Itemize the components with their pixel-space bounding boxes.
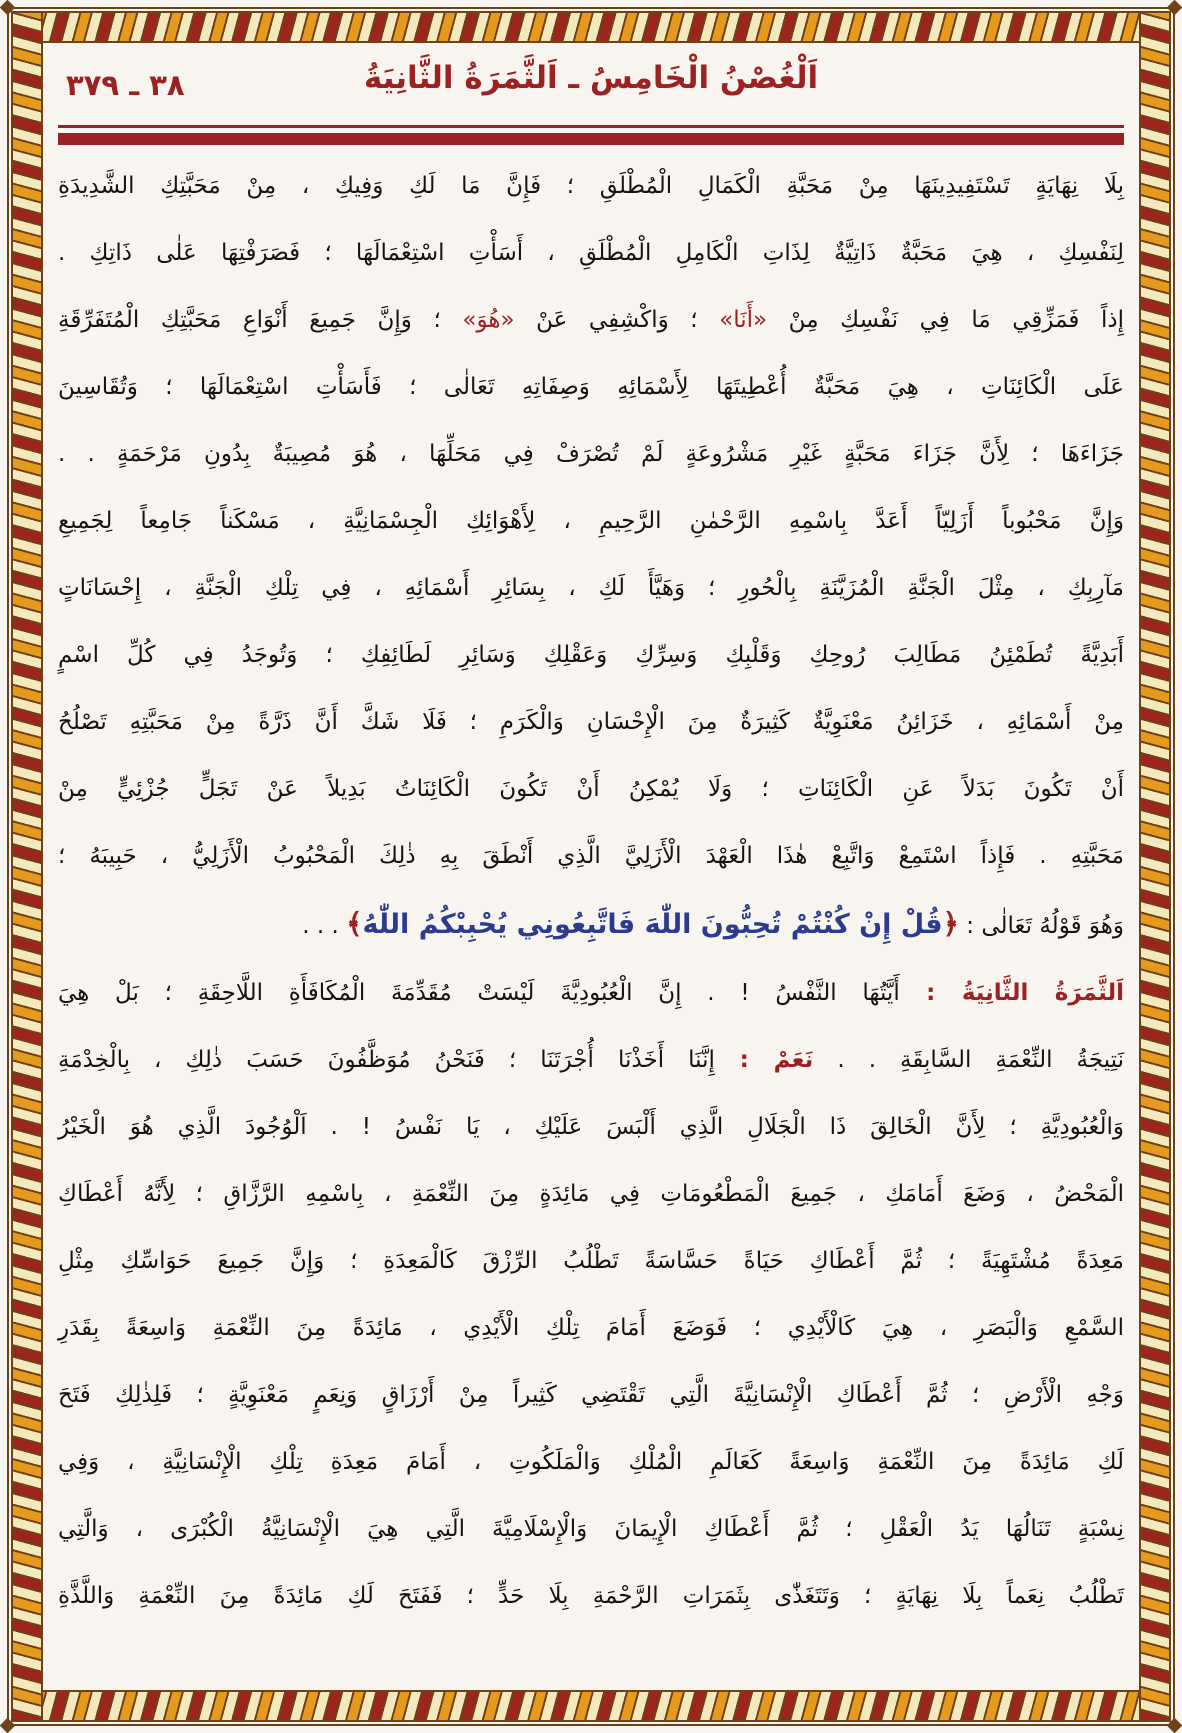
header-divider-thin xyxy=(58,125,1124,128)
text-line xyxy=(58,1496,1124,1563)
text-line xyxy=(58,555,1124,622)
text-line xyxy=(58,220,1124,287)
text-line xyxy=(58,960,1124,1027)
highlighted-text-run: نَعَمْ : xyxy=(714,1047,814,1073)
text-run: مَآرِبِكِ ، مِثْلَ الْجَنَّةِ الْمُزَيَّنَةِ بِالْحُورِ ؛ وَهَيَّأَ لَكِ ، بِسَائِرِ أَسْمَائِهِ ، فِي تِلْكِ الْجَنَّةِ ، إِحْسَانَاتٍ xyxy=(58,575,1124,601)
text-run: الْمَحْضُ ، وَضَعَ أَمَامَكِ ، جَمِيعَ الْمَطْعُومَاتِ فِي مَائِدَةٍ مِنَ النِّعْمَةِ ، بِاسْمِهِ الرَّزَّاقِ ؛ لِأَنَّهُ أَعْطَاكِ xyxy=(58,1181,1124,1207)
text-run: ؛ وَاكْشِفِي عَنْ xyxy=(514,307,720,333)
verse-ornate-bracket: ﴿ xyxy=(942,907,959,940)
verse-ornate-bracket: ﴾ xyxy=(346,907,363,940)
text-run: جَزَاءَهَا ؛ لِأَنَّ جَزَاءَ مَحَبَّةٍ غَيْرِ مَشْرُوعَةٍ لَمْ تُصْرَفْ فِي مَحَلِّهَا ، هُوَ مُصِيبَةٌ بِدُونِ مَرْحَمَةٍ . . xyxy=(58,441,1124,467)
quran-verse: قُلْ إِنْ كُنْتُمْ تُحِبُّونَ اللّٰهَ فَاتَّبِعُونِي يُحْبِبْكُمُ اللّٰهُ xyxy=(362,909,943,940)
text-run: وَالْعُبُودِيَّةِ ؛ لِأَنَّ الْخَالِقَ ذَا الْجَلَالِ الَّذِي أَلْبَسَ عَلَيْكِ ، يَا نَفْسُ ! . اَلْوُجُودَ الَّذِي هُوَ الْخَيْرُ xyxy=(58,1114,1124,1140)
text-run: وَهُوَ قَوْلُهُ تَعَالٰى : xyxy=(958,913,1124,939)
text-run: تَطْلُبُ نِعَماً بِلَا نِهَايَةٍ ؛ وَتَتَغَذّٰى بِثَمَرَاتِ الرَّحْمَةِ بِلَا حَدٍّ ؛ فَفَتَحَ لَكِ مَائِدَةً مِنَ النِّعْمَةِ وَاللَّذَّةِ xyxy=(58,1583,1124,1609)
frame-border-right xyxy=(1139,11,1171,1722)
text-run: ؛ وَإِنَّ جَمِيعَ أَنْوَاعِ مَحَبَّتِكِ الْمُتَفَرِّقَةِ xyxy=(58,307,463,333)
frame-border-top xyxy=(11,11,1171,43)
text-line xyxy=(58,1295,1124,1362)
text-line xyxy=(58,622,1124,689)
text-run: أَيَّتُهَا النَّفْسُ ! . إِنَّ الْعُبُودِيَّةَ لَيْسَتْ مُقَدِّمَةَ الْمُكَافَأَةِ اللَّاحِقَةِ ؛ بَلْ هِيَ xyxy=(58,980,900,1006)
text-run: بِلَا نِهَايَةٍ تَسْتَفِيدِينَهَا مِنْ مَحَبَّةِ الْكَمَالِ الْمُطْلَقِ ؛ فَإِنَّ مَا لَكِ وَفِيكِ ، مِنْ مَحَبَّتِكِ الشَّدِيدَةِ xyxy=(58,173,1124,199)
page-numbers: ٣٨ ـ ٣٧٩ xyxy=(66,68,185,102)
text-line xyxy=(58,1563,1124,1630)
text-line xyxy=(58,689,1124,756)
text-run: وَإِنَّ مَحْبُوباً أَزَلِيّاً أَعَدَّ بِاسْمِهِ الرَّحْمٰنِ الرَّحِيمِ ، لِأَهْوَائِكِ الْجِسْمَانِيَّةِ ، مَسْكَناً جَامِعاً لِجَمِيعِ xyxy=(58,508,1124,534)
frame-border-bottom xyxy=(11,1690,1171,1722)
text-line xyxy=(58,1094,1124,1161)
text-line xyxy=(58,421,1124,488)
text-line xyxy=(58,823,1124,890)
text-run: . . . xyxy=(302,913,347,939)
text-run: وَجْهِ الْأَرْضِ ؛ ثُمَّ أَعْطَاكِ الْإِنْسَانِيَّةَ الَّتِي تَقْتَضِي كَثِيراً مِنْ أَرْزَاقٍ وَنِعَمٍ مَعْنَوِيَّةٍ ؛ فَلِذٰلِكِ فَتَحَ xyxy=(58,1382,1124,1408)
text-line xyxy=(58,153,1124,220)
text-line xyxy=(58,1362,1124,1429)
text-run: مَحَبَّتِهِ . فَإِذاً اسْتَمِعْ وَاتَّبِعْ هٰذَا الْعَهْدَ الْأَزَلِيَّ الَّذِي أَنْطَقَ بِهِ ذٰلِكَ الْمَحْبُوبُ الْأَزَلِيُّ ، حَبِيبَهُ ؛ xyxy=(58,843,1124,869)
text-run: عَلَى الْكَائِنَاتِ ، هِيَ مَحَبَّةٌ أُعْطِيتَهَا لِأَسْمَائِهِ وَصِفَاتِهِ تَعَالٰى ؛ فَأَسَأْتِ اسْتِعْمَالَهَا ؛ وَتُقَاسِينَ xyxy=(58,374,1124,400)
text-line xyxy=(58,756,1124,823)
highlighted-text-run: «هُوَ» xyxy=(462,307,515,333)
page-title: اَلْغُصْنُ الْخَامِسُ ـ اَلثَّمَرَةُ الثَّانِيَةُ xyxy=(363,60,819,96)
text-run: نِسْبَةٍ تَنَالُهَا يَدُ الْعَقْلِ ؛ ثُمَّ أَعْطَاكِ الْإِيمَانَ وَالْإِسْلَامِيَّةَ الَّتِي هِيَ الْإِنْسَانِيَّةُ الْكُبْرَى ، وَالَّتِي xyxy=(58,1516,1124,1542)
text-line xyxy=(58,1228,1124,1295)
text-run: أَنْ تَكُونَ بَدَلاً عَنِ الْكَائِنَاتِ ؛ وَلَا يُمْكِنُ أَنْ تَكُونَ الْكَائِنَاتُ بَدِيلاً عَنْ تَجَلٍّ جُزْئِيٍّ مِنْ xyxy=(58,776,1124,802)
highlighted-text-run: «أَنَا» xyxy=(719,307,768,333)
text-run: إِذاً فَمَزِّقِي مَا فِي نَفْسِكِ مِنْ xyxy=(767,307,1125,333)
header-divider-thick xyxy=(58,133,1124,145)
text-run: نَتِيجَةُ النِّعْمَةِ السَّابِقَةِ . . xyxy=(813,1047,1124,1073)
text-run: مَعِدَةً مُشْتَهِيَةً ؛ ثُمَّ أَعْطَاكِ حَيَاةً حَسَّاسَةً تَطْلُبُ الرِّزْقَ كَالْمَعِدَةِ ؛ وَإِنَّ جَمِيعَ حَوَاسِّكِ مِثْلِ xyxy=(58,1248,1124,1274)
page-header xyxy=(58,58,1124,116)
text-line xyxy=(58,488,1124,555)
text-run: مِنْ أَسْمَائِهِ ، خَزَائِنُ مَعْنَوِيَّةٌ كَثِيرَةٌ مِنَ الْإِحْسَانِ وَالْكَرَمِ ؛ فَلَا شَكَّ أَنَّ ذَرَّةً مِنْ مَحَبَّتِهِ تَصْلُحُ xyxy=(58,709,1124,735)
text-line xyxy=(58,1027,1124,1094)
text-run: لِنَفْسِكِ ، هِيَ مَحَبَّةٌ ذَاتِيَّةٌ لِذَاتِ الْكَامِلِ الْمُطْلَقِ ، أَسَأْتِ اسْتِعْمَالَهَا ؛ فَصَرَفْتِهَا عَلٰى ذَاتِكِ . xyxy=(58,240,1124,266)
highlighted-text-run: اَلثَّمَرَةُ الثَّانِيَةُ : xyxy=(899,980,1124,1006)
text-line xyxy=(58,1429,1124,1496)
frame-border-left xyxy=(11,11,43,1722)
body-lines xyxy=(58,153,1124,1630)
text-line xyxy=(58,1161,1124,1228)
text-line xyxy=(58,354,1124,421)
text-run: إِنَّنَا أَخَذْنَا أُجْرَتَنَا ؛ فَنَحْنُ مُوَظَّفُونَ حَسَبَ ذٰلِكِ ، بِالْخِدْمَةِ xyxy=(58,1047,715,1073)
text-run: السَّمْعِ وَالْبَصَرِ ، هِيَ كَالْأَيْدِي ؛ فَوَضَعَ أَمَامَ تِلْكِ الْأَيْدِي ، مَائِدَةً مِنَ النِّعْمَةِ وَاسِعَةً بِقَدَرِ xyxy=(58,1315,1124,1341)
text-run: لَكِ مَائِدَةً مِنَ النِّعْمَةِ وَاسِعَةً كَعَالَمِ الْمُلْكِ وَالْمَلَكُوتِ ، أَمَامَ مَعِدَةِ تِلْكِ الْإِنْسَانِيَّةِ ، وَفِي xyxy=(58,1449,1124,1475)
text-line xyxy=(58,890,1124,960)
body-text xyxy=(58,153,1124,1630)
text-run: أَبَدِيَّةً تُطَمْئِنُ مَطَالِبَ رُوحِكِ وَقَلْبِكِ وَسِرِّكِ وَعَقْلِكِ وَسَائِرِ لَطَائِفِكِ ؛ وَتُوجَدُ فِي كُلِّ اسْمٍ xyxy=(58,642,1124,668)
text-line xyxy=(58,287,1124,354)
page-content xyxy=(58,52,1124,1681)
